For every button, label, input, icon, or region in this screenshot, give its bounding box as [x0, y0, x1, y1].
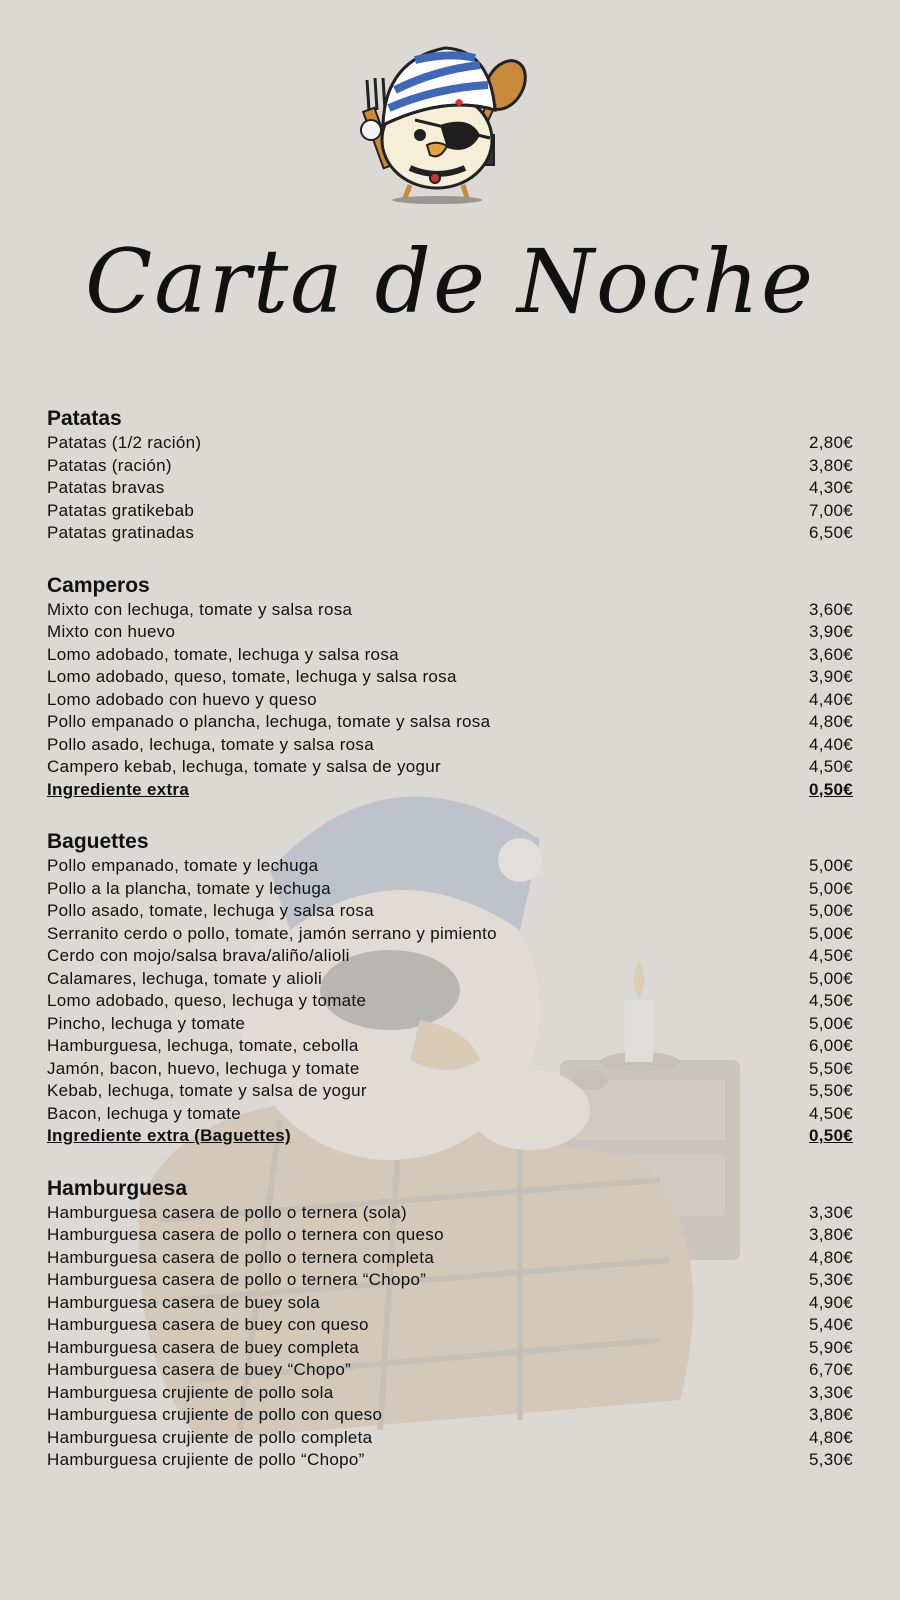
menu-item [47, 945, 853, 968]
item-price: 3,90€ [808, 667, 853, 686]
item-name: Campero kebab, lechuga, tomate y salsa de yogur [47, 757, 441, 776]
item-price: 4,50€ [808, 1103, 853, 1123]
item-price: 5,00€ [808, 968, 853, 988]
item-price: 6,70€ [808, 1360, 853, 1379]
item-name: Hamburguesa casera de buey sola [47, 1292, 320, 1312]
item-price: 5,00€ [808, 923, 853, 943]
item-name: Calamares, lechuga, tomate y alioli [47, 968, 323, 988]
item-name: Ingrediente extra [47, 779, 190, 799]
item-price: 5,50€ [808, 1081, 853, 1100]
menu-item [47, 1337, 853, 1360]
item-price: 5,30€ [808, 1270, 853, 1289]
item-name: Hamburguesa crujiente de pollo “Chopo” [47, 1450, 365, 1469]
item-price: 5,90€ [808, 1337, 853, 1357]
item-name: Lomo adobado, tomate, lechuga y salsa rosa [47, 644, 399, 664]
item-price: 6,50€ [808, 523, 853, 542]
item-name: Pollo asado, lechuga, tomate y salsa rosa [47, 734, 374, 754]
item-price: 3,90€ [808, 622, 853, 641]
item-name: Hamburguesa casera de pollo o ternera (sola) [47, 1202, 407, 1222]
item-name: Hamburguesa crujiente de pollo con queso [47, 1405, 383, 1424]
menu-item [47, 878, 853, 901]
item-name: Hamburguesa casera de pollo o ternera con queso [47, 1225, 444, 1244]
menu-item [47, 432, 853, 455]
menu-item [47, 900, 853, 923]
menu-item [47, 1404, 853, 1427]
menu-item [47, 1080, 853, 1103]
menu-item [47, 599, 853, 622]
item-name: Lomo adobado, queso, lechuga y tomate [47, 991, 367, 1010]
item-price: 5,50€ [808, 1058, 853, 1078]
menu-item [47, 1382, 853, 1405]
item-name: Pollo empanado, tomate y lechuga [47, 856, 319, 875]
menu-item [47, 477, 853, 500]
item-price: 4,50€ [808, 757, 853, 776]
item-price: 3,60€ [808, 644, 853, 664]
item-price: 5,30€ [808, 1450, 853, 1469]
item-price: 4,80€ [808, 1247, 853, 1267]
item-name: Bacon, lechuga y tomate [47, 1103, 242, 1123]
item-name: Jamón, bacon, huevo, lechuga y tomate [47, 1058, 360, 1078]
item-price: 4,50€ [808, 991, 853, 1010]
menu-item [47, 1427, 853, 1450]
menu-item [47, 734, 853, 757]
menu-item [47, 1035, 853, 1058]
menu-item [47, 500, 853, 523]
item-name: Ingrediente extra (Baguettes) [47, 1126, 291, 1145]
item-name: Hamburguesa crujiente de pollo completa [47, 1427, 373, 1447]
item-name: Mixto con huevo [47, 622, 176, 641]
item-name: Patatas gratinadas [47, 523, 195, 542]
item-name: Lomo adobado con huevo y queso [47, 689, 317, 709]
item-price: 4,40€ [808, 689, 853, 709]
item-name: Hamburguesa casera de buey con queso [47, 1315, 369, 1334]
item-name: Hamburguesa, lechuga, tomate, cebolla [47, 1036, 359, 1055]
section-hamburguesa [47, 1176, 853, 1472]
item-price: 4,80€ [808, 1427, 853, 1447]
item-price: 3,80€ [808, 1225, 853, 1244]
item-price: 3,60€ [808, 599, 853, 619]
item-price: 2,80€ [808, 433, 853, 452]
section-camperos [47, 573, 853, 802]
menu-item [47, 644, 853, 667]
item-price: 4,30€ [808, 478, 853, 497]
menu-item [47, 756, 853, 779]
menu-item [47, 1269, 853, 1292]
item-price: 6,00€ [808, 1036, 853, 1055]
menu-item [47, 1103, 853, 1126]
extra-ingredient-item [47, 1125, 853, 1148]
section-title: Camperos [47, 573, 150, 597]
item-name: Pollo a la plancha, tomate y lechuga [47, 878, 331, 898]
item-name: Patatas gratikebab [47, 500, 195, 520]
item-name: Pincho, lechuga y tomate [47, 1013, 246, 1033]
menu-item [47, 1449, 853, 1472]
item-name: Hamburguesa casera de buey completa [47, 1337, 359, 1357]
item-name: Hamburguesa casera de pollo o ternera “Chopo” [47, 1270, 427, 1289]
menu-item [47, 1202, 853, 1225]
item-price: 3,80€ [808, 455, 853, 475]
item-price: 5,40€ [808, 1315, 853, 1334]
item-price: 5,00€ [808, 878, 853, 898]
item-name: Patatas (ración) [47, 455, 172, 475]
extra-ingredient-item [47, 779, 853, 802]
section-title: Baguettes [47, 830, 149, 853]
menu-item [47, 1359, 853, 1382]
item-price: 3,80€ [808, 1405, 853, 1424]
menu-title: Carta de Noche [84, 230, 816, 333]
item-name: Hamburguesa casera de pollo o ternera completa [47, 1247, 435, 1267]
menu-item [47, 711, 853, 734]
item-price: 4,80€ [808, 712, 853, 731]
item-name: Hamburguesa casera de buey “Chopo” [47, 1360, 352, 1379]
menu-item [47, 522, 853, 545]
item-name: Serranito cerdo o pollo, tomate, jamón serrano y pimiento [47, 923, 497, 943]
menu-item [47, 689, 853, 712]
menu-item [47, 1224, 853, 1247]
section-title: Patatas [47, 407, 122, 430]
item-price: 4,90€ [808, 1292, 853, 1312]
menu-item [47, 1247, 853, 1270]
menu-item [47, 621, 853, 644]
menu-item [47, 990, 853, 1013]
menu-item [47, 968, 853, 991]
item-price: 4,40€ [808, 734, 853, 754]
item-price: 5,00€ [808, 856, 853, 875]
item-name: Patatas bravas [47, 478, 165, 497]
menu-item [47, 666, 853, 689]
menu-item [47, 455, 853, 478]
item-name: Cerdo con mojo/salsa brava/aliño/alioli [47, 946, 350, 965]
item-price: 0,50€ [808, 1126, 853, 1145]
menu-item [47, 1013, 853, 1036]
item-price: 7,00€ [808, 500, 853, 520]
item-name: Pollo empanado o plancha, lechuga, tomate y salsa rosa [47, 712, 491, 731]
section-title: Hamburguesa [47, 1176, 188, 1200]
menu-item [47, 923, 853, 946]
item-price: 0,50€ [808, 779, 853, 799]
item-name: Patatas (1/2 ración) [47, 433, 202, 452]
item-name: Pollo asado, tomate, lechuga y salsa rosa [47, 901, 374, 920]
menu-item [47, 1314, 853, 1337]
item-name: Kebab, lechuga, tomate y salsa de yogur [47, 1081, 367, 1100]
menu-item [47, 1292, 853, 1315]
section-patatas [47, 406, 853, 545]
item-name: Lomo adobado, queso, tomate, lechuga y salsa rosa [47, 667, 457, 686]
item-name: Mixto con lechuga, tomate y salsa rosa [47, 599, 353, 619]
menu-list [47, 406, 853, 1500]
item-price: 4,50€ [808, 946, 853, 965]
item-price: 5,00€ [808, 1013, 853, 1033]
menu-item [47, 855, 853, 878]
item-price: 5,00€ [808, 901, 853, 920]
item-name: Hamburguesa crujiente de pollo sola [47, 1382, 334, 1402]
item-price: 3,30€ [808, 1382, 853, 1402]
chick-mascot-logo-icon [355, 40, 545, 205]
item-price: 3,30€ [808, 1202, 853, 1222]
section-baguettes [47, 829, 853, 1148]
menu-item [47, 1058, 853, 1081]
